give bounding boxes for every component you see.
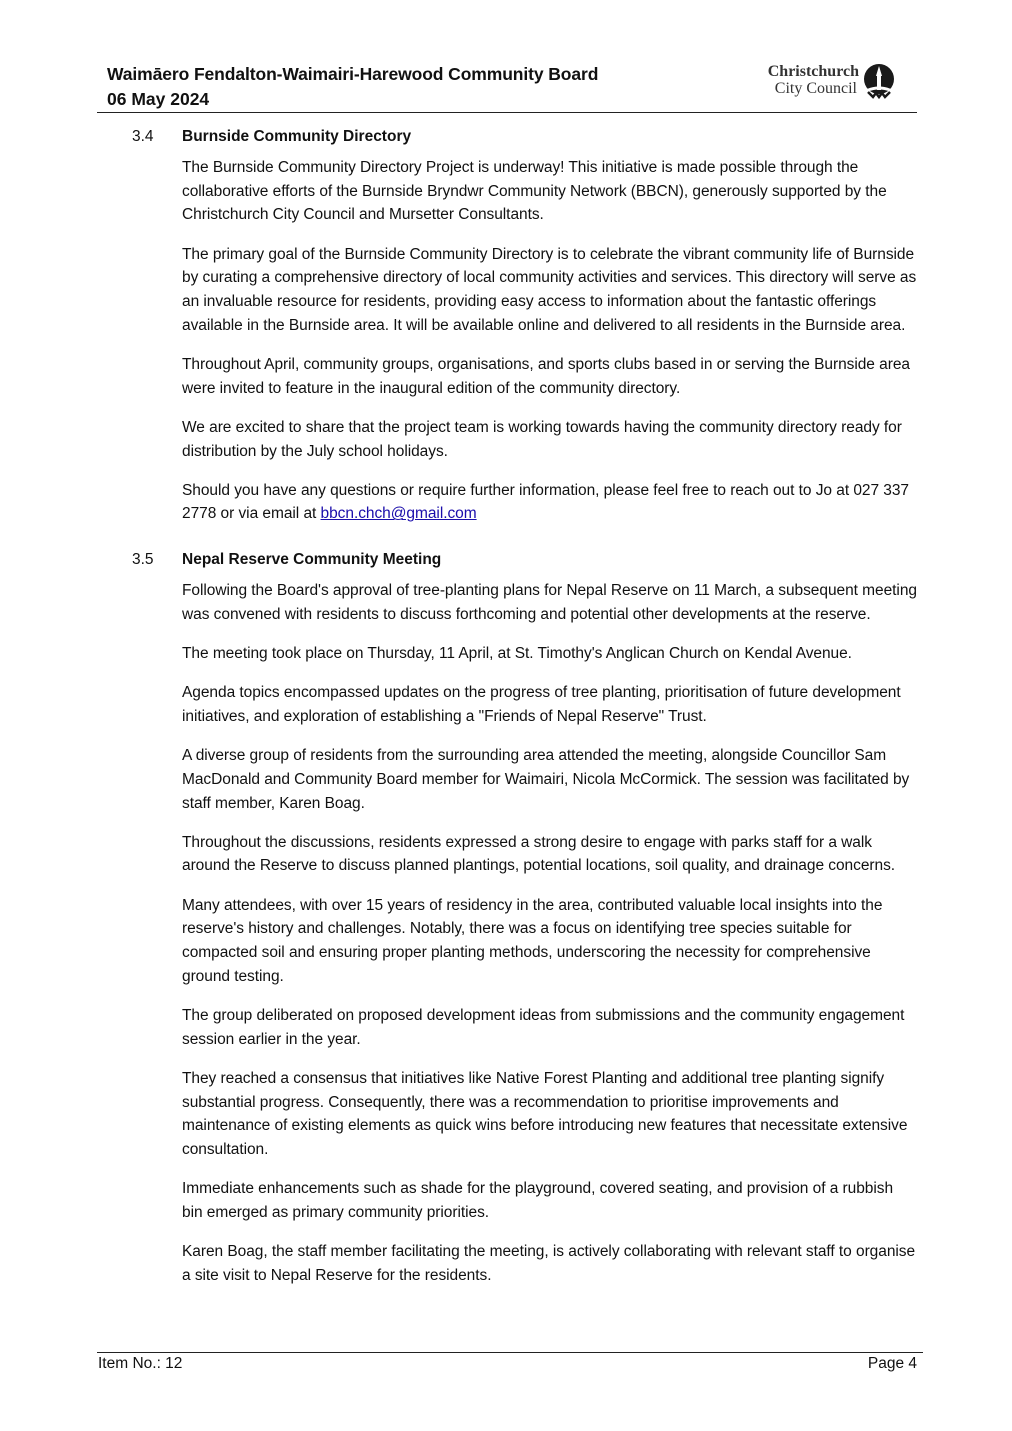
contact-paragraph [182, 479, 917, 526]
item-number: Item No.: 12 [98, 1355, 183, 1372]
footer-divider [97, 1352, 923, 1353]
cathedral-logo-icon [860, 62, 898, 100]
paragraph: The group deliberated on proposed development ideas from submissions and the community engagement session earlier in the year. [182, 1006, 905, 1048]
section-number: 3.4 [132, 128, 154, 145]
section-title: Burnside Community Directory [182, 128, 412, 145]
logo-text-line1: Christchurch [767, 63, 859, 80]
paragraph: A diverse group of residents from the surrounding area attended the meeting, alongside Councillor Sam MacDonald and Community Board member for Waimairi, Nicola McCormick. The session was facilitated by staff member, Karen Boag. [182, 747, 910, 812]
board-title: Waimāero Fendalton-Waimairi-Harewood Community Board [107, 64, 599, 84]
paragraph: The Burnside Community Directory Project is underway! This initiative is made possible through the collaborative efforts of the Burnside Bryndwr Community Network (BBCN), generously supported by the Christchurch City Council and Mursetter Consultants. [182, 159, 887, 224]
paragraph: Immediate enhancements such as shade for the playground, covered seating, and provision of a rubbish bin emerged as primary community priorities. [182, 1180, 894, 1221]
paragraph: The meeting took place on Thursday, 11 April, at St. Timothy's Anglican Church on Kendal Avenue. [182, 645, 852, 663]
paragraph: Throughout the discussions, residents expressed a strong desire to engage with parks staff for a walk around the Reserve to discuss planned plantings, potential locations, soil quality, and drainage concerns. [182, 833, 896, 875]
paragraph: Karen Boag, the staff member facilitating the meeting, is actively collaborating with relevant staff to organise a site visit to Nepal Reserve for the residents. [182, 1243, 916, 1284]
email-link[interactable]: bbcn.chch@gmail.com [320, 505, 477, 523]
paragraph: They reached a consensus that initiatives like Native Forest Planting and additional tree planting signify substantial progress. Consequently, there was a recommendation to prioritise improvements and maintenance of existing elements as quick wins before introducing new features that necessitate extensive consultation. [182, 1069, 908, 1158]
section-nepal-reserve [0, 548, 1012, 1287]
paragraph: Following the Board's approval of tree-planting plans for Nepal Reserve on 11 March, a subsequent meeting was convened with residents to discuss forthcoming and potential other developments at the reserve. [182, 582, 917, 623]
paragraph: The primary goal of the Burnside Community Directory is to celebrate the vibrant community life of Burnside by curating a comprehensive directory of local community activities and services. This directory will serve as an invaluable resource for residents, providing easy access to information about the fantastic offerings available in the Burnside area. It will be available online and delivered to all residents in the Burnside area. [182, 245, 917, 334]
paragraph: Throughout April, community groups, organisations, and sports clubs based in or serving the Burnside area were invited to feature in the inaugural edition of the community directory. [182, 355, 910, 397]
section-title: Nepal Reserve Community Meeting [182, 551, 442, 569]
logo-text-line2: City Council [774, 80, 857, 97]
section-number: 3.5 [132, 551, 154, 569]
contact-text: Should you have any questions or require further information, please feel free to reach out to Jo at 027 337 2778 or via email at [182, 481, 910, 523]
section-burnside-directory [0, 125, 1012, 526]
paragraph: Many attendees, with over 15 years of residency in the area, contributed valuable local insights into the reserve's history and challenges. Notably, there was a focus on identifying tree species suitable for compacted soil and ensuring proper planting methods, underscoring the necessity for comprehensive ground testing. [182, 896, 883, 985]
paragraph: We are excited to share that the project team is working towards having the community directory ready for distribution by the July school holidays. [182, 418, 902, 460]
header-divider [97, 112, 917, 113]
document-body [0, 125, 1012, 1303]
paragraph: Agenda topics encompassed updates on the progress of tree planting, prioritisation of future development initiatives, and exploration of establishing a "Friends of Nepal Reserve" Trust. [182, 684, 901, 725]
meeting-date: 06 May 2024 [107, 89, 210, 109]
council-logo [747, 62, 907, 102]
page-number: Page 4 [867, 1355, 917, 1372]
